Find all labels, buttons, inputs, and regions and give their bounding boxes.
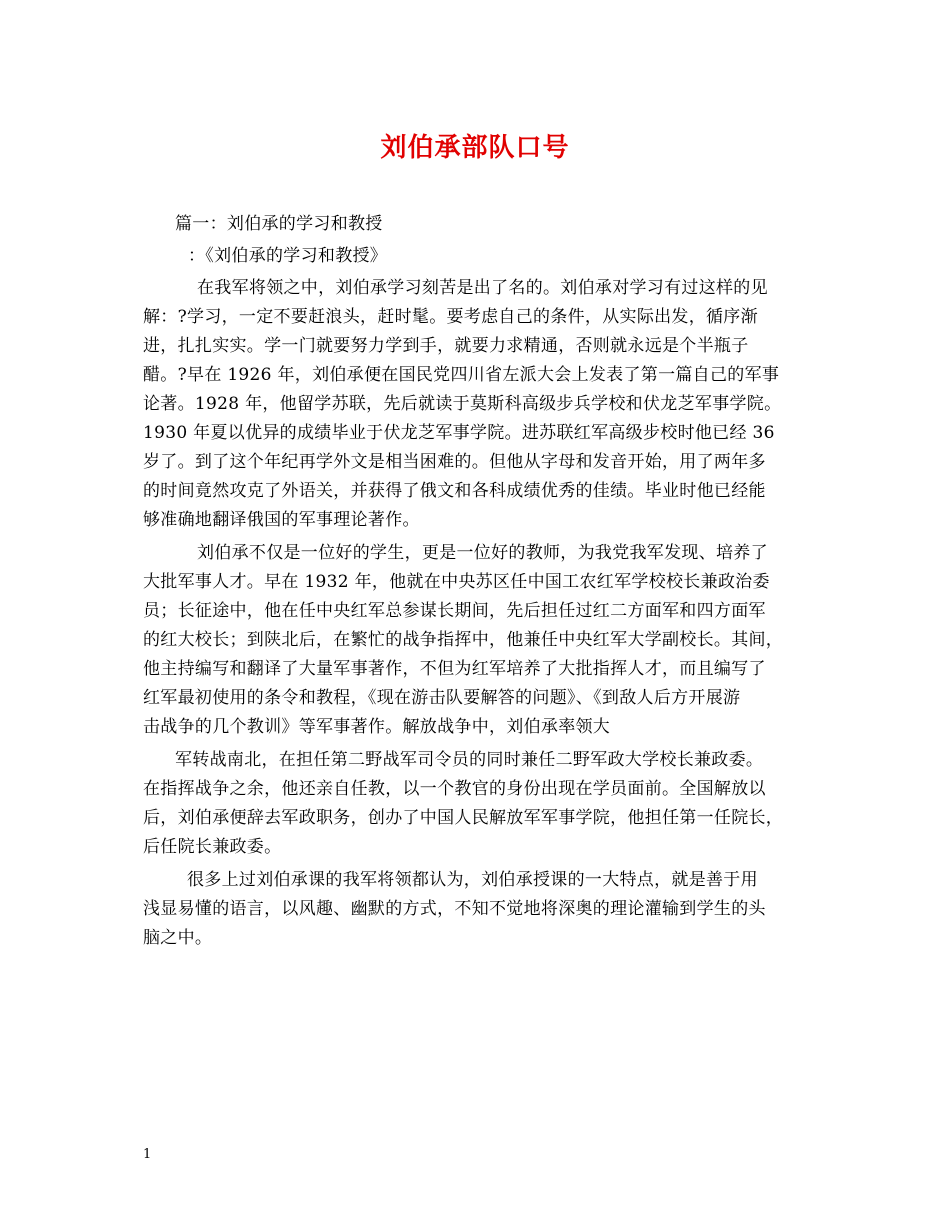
page-number: 1: [143, 1147, 152, 1162]
paragraph-2-line: 大批军事人才。早在 1932 年，他就在中央苏区任中国工农红军学校校长兼政治委: [143, 572, 770, 592]
paragraph-4-line: 脑之中。: [143, 928, 213, 948]
paragraph-2-line: 他主持编写和翻译了大量军事著作，不但为红军培养了大批指挥人才，而且编写了: [143, 659, 766, 679]
paragraph-2-line: 刘伯承不仅是一位好的学生，更是一位好的教师，为我党我军发现、培养了: [197, 543, 768, 563]
paragraph-1-line: 进，扎扎实实。学一门就要努力学到手，就要力求精通，否则就永远是个半瓶子: [143, 336, 749, 356]
document-title: 刘伯承部队口号: [380, 133, 570, 163]
paragraph-1-line: 醋。?早在 1926 年，刘伯承便在国民党四川省左派大会上发表了第一篇自己的军事: [143, 365, 780, 385]
paragraph-2-line: 的红大校长；到陕北后，在繁忙的战争指挥中，他兼任中央红军大学副校长。其间，: [143, 630, 784, 650]
paragraph-1-line: 论著。1928 年，他留学苏联，先后就读于莫斯科高级步兵学校和伏龙芝军事学院。: [143, 394, 782, 414]
paragraph-1-line: 岁了。到了这个年纪再学外文是相当困难的。但他从字母和发音开始，用了两年多: [143, 452, 766, 472]
paragraph-1-line: 1930 年夏以优异的成绩毕业于伏龙芝军事学院。进苏联红军高级步校时他已经 36: [143, 423, 775, 443]
paragraph-1-line: 在我军将领之中，刘伯承学习刻苦是出了名的。刘伯承对学习有过这样的见: [197, 278, 768, 298]
paragraph-2-line: 击战争的几个教训》等军事著作。解放战争中，刘伯承率领大: [143, 717, 611, 737]
paragraph-1-line: 解：?学习，一定不要赶浪头，赶时髦。要考虑自己的条件，从实际出发，循序渐: [143, 307, 758, 327]
paragraph-4-line: 很多上过刘伯承课的我军将领都认为，刘伯承授课的一大特点，就是善于用: [187, 870, 758, 890]
paragraph-1-line: 够准确地翻译俄国的军事理论著作。: [143, 510, 420, 530]
paragraph-3-line: 后任院长兼政委。: [143, 837, 282, 857]
section-subheading: ：《刘伯承的学习和教授》: [188, 246, 388, 266]
paragraph-3-line: 军转战南北，在担任第二野战军司令员的同时兼任二野军政大学校长兼政委。: [175, 750, 764, 770]
paragraph-3-line: 后，刘伯承便辞去军政职务，创办了中国人民解放军军事学院，他担任第一任院长，: [143, 808, 784, 828]
section-heading: 篇一：刘伯承的学习和教授: [175, 214, 383, 234]
paragraph-2-line: 红军最初使用的条令和教程，《现在游击队要解答的问题》、《到敌人后方开展游: [143, 688, 741, 708]
paragraph-4-line: 浅显易懂的语言，以风趣、幽默的方式，不知不觉地将深奥的理论灌输到学生的头: [143, 899, 766, 919]
paragraph-1-line: 的时间竟然攻克了外语关，并获得了俄文和各科成绩优秀的佳绩。毕业时他已经能: [143, 481, 766, 501]
paragraph-2-line: 员；长征途中，他在任中央红军总参谋长期间，先后担任过红二方面军和四方面军: [143, 601, 766, 621]
paragraph-3-line: 在指挥战争之余，他还亲自任教，以一个教官的身份出现在学员面前。全国解放以: [143, 779, 766, 799]
